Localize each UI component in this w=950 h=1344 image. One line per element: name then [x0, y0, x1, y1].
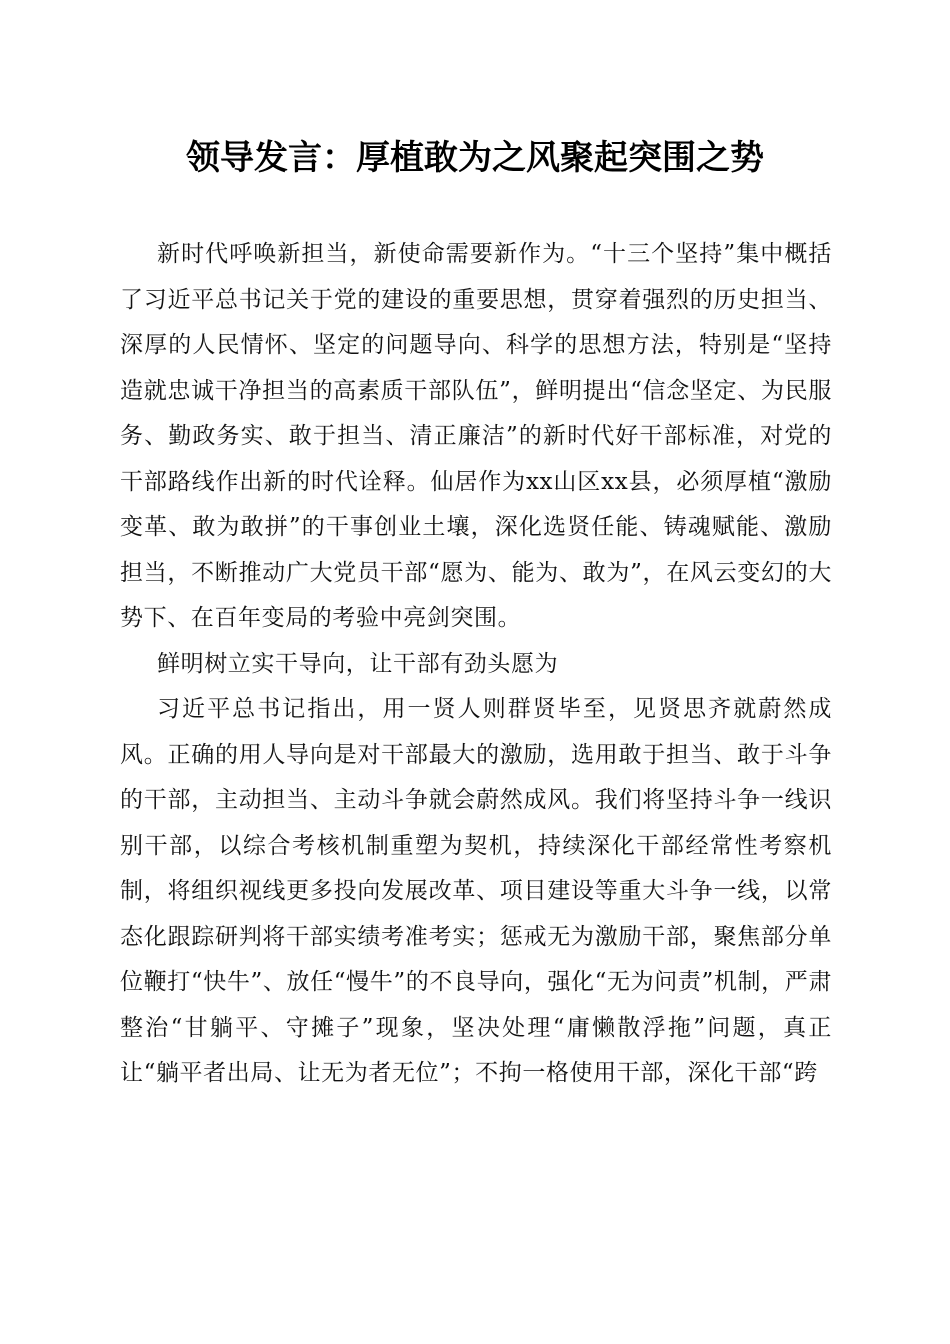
section-heading: 鲜明树立实干导向，让干部有劲头愿为	[157, 650, 559, 677]
body-paragraph: 习近平总书记指出，用一贤人则群贤毕至，见贤思齐就蔚然成风。正确的用人导向是对干部最大的激励，选用敢于担当、敢于斗争的干部，主动担当、主动斗争就会蔚然成风。我们将坚持斗争一线识别干部，以综合考核机制重塑为契机，持续深化干部经常性考察机制，将组织视线更多投向发展改革、项目建设等重大斗争一线，以常态化跟踪研判将干部实绩考准考实；惩戒无为激励干部，聚焦部分单位鞭打“快牛”、放任“慢牛”的不良导向，强化“无为问责”机制，严肃整治“甘躺平、守摊子”现象，坚决处理“庸懒散浮拖”问题，真正让“躺平者出局、让无为者无位”；不拘一格使用干部，深化干部“跨	[120, 696, 832, 1086]
document-body	[120, 232, 832, 1097]
document-title: 领导发言：厚植敢为之风聚起突围之势	[186, 138, 764, 178]
intro-paragraph: 新时代呼唤新担当，新使命需要新作为。“十三个坚持”集中概括了习近平总书记关于党的建设的重要思想，贯穿着强烈的历史担当、深厚的人民情怀、坚定的问题导向、科学的思想方法，特别是“坚持造就忠诚干净担当的高素质干部队伍”，鲜明提出“信念坚定、为民服务、勤政务实、敢于担当、清正廉洁”的新时代好干部标准，对党的干部路线作出新的时代诠释。仙居作为xx山区xx县，必须厚植“激励变革、敢为敢拼”的干事创业土壤，深化选贤任能、铸魂赋能、激励担当，不断推动广大党员干部“愿为、能为、敢为”，在风云变幻的大势下、在百年变局的考验中亮剑突围。	[120, 241, 832, 631]
